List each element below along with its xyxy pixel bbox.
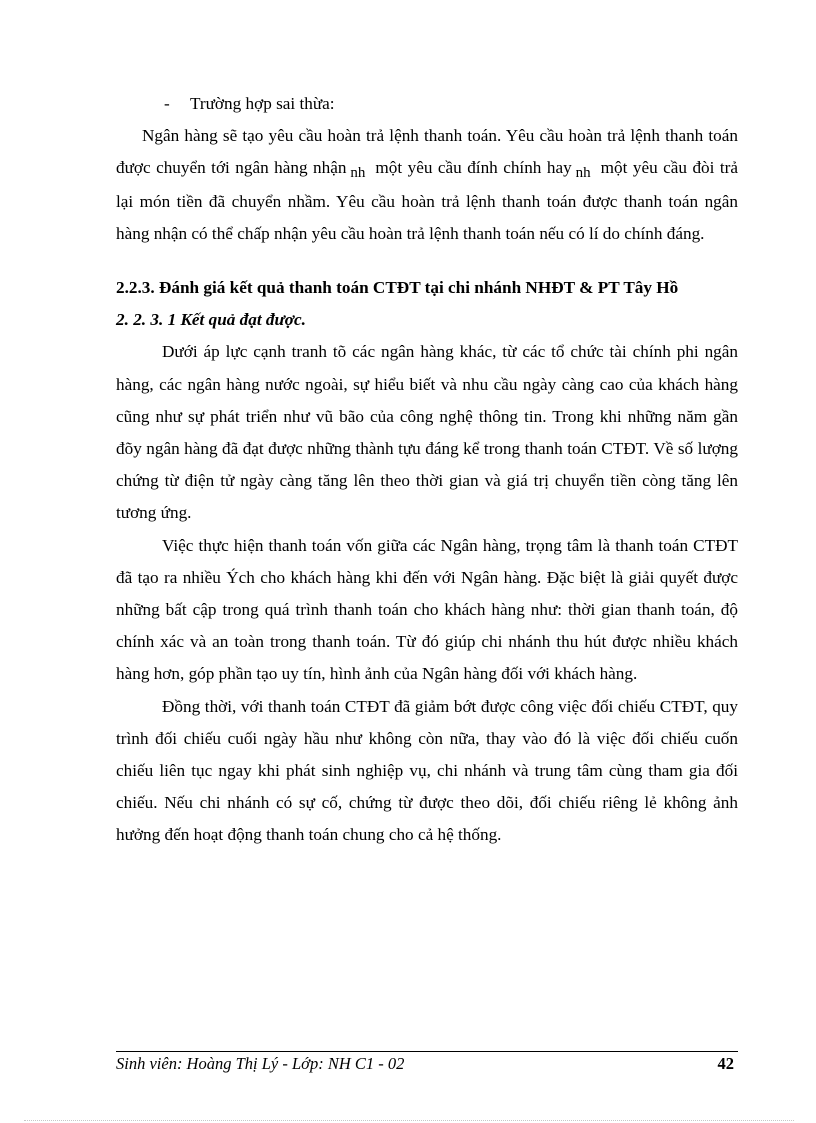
paragraph-interbank-payment: Việc thực hiện thanh toán vốn giữa các Ngân hàng, trọng tâm là thanh toán CTĐT đã tạo ra nhiều Ých cho khách hàng khi đến với Ngân hàng. Đặc biệt là giải quyết được những bất cập trong quá trình thanh toán cho khách hàng như: thời gian thanh toán, độ chính xác và an toàn trong thanh toán. Từ đó giúp chi nhánh thu hút được nhiều khách hàng hơn, góp phần tạo uy tín, hình ảnh của Ngân hàng đối với khách hàng. <box>116 535 738 684</box>
paragraph-text: một yêu cầu đính chính hay <box>375 158 572 178</box>
footer-student-info: Sinh viên: Hoàng Thị Lý - Lớp: NH C1 - 02 <box>116 1054 405 1073</box>
bullet-text: Trường hợp sai thừa: <box>190 94 335 113</box>
subsection-heading: 2. 2. 3. 1 Kết quả đạt được. <box>116 310 306 330</box>
paragraph-text: Ngân hàng sẽ tạo yêu cầu hoàn trả lệnh thanh toán. Yêu cầu hoàn trả lệnh thanh toán được chuyển tới ngân hàng nhận <box>116 126 738 178</box>
page-body <box>116 88 738 852</box>
paragraph-competition: Dưới áp lực cạnh tranh tõ các ngân hàng khác, từ các tổ chức tài chính phi ngân hàng, các ngân hàng nước ngoài, sự hiểu biết và nhu cầu ngày càng cao của khách hàng cũng như sự phát triển như vũ bão của công nghệ thông tin. Trong khi những năm gần đõy ngân hàng đã đạt được những thành tựu đáng kể trong thanh toán CTĐT. Về số lượng chứng từ điện tử ngày càng tăng lên theo thời gian và giá trị chuyển tiền còng tăng lên tương ứng. <box>116 342 738 523</box>
subscript-fragment: nh <box>350 165 366 182</box>
spacer <box>116 250 738 272</box>
subscript-fragment: nh <box>575 165 591 182</box>
page-edge-divider <box>24 1120 794 1121</box>
paragraph-refund-request <box>116 120 738 250</box>
page-number: 42 <box>717 1054 734 1073</box>
section-heading: 2.2.3. Đánh giá kết quả thanh toán CTĐT tại chi nhánh NHĐT & PT Tây Hồ <box>116 278 679 298</box>
paragraph-reconciliation: Đồng thời, với thanh toán CTĐT đã giảm bớt được công việc đối chiếu CTĐT, quy trình đối chiếu cuối ngày hầu như không còn nữa, thay vào đó là việc đối chiếu cuốn chiếu liên tục ngay khi phát sinh nghiệp vụ, chi nhánh và trung tâm cùng tham gia đối chiếu. Nếu chi nhánh có sự cố, chứng từ được theo dõi, đối chiếu riêng lẻ không ảnh hưởng đến hoạt động thanh toán chung cho cả hệ thống. <box>116 696 738 845</box>
paragraph-text: một yêu cầu đòi trả lại món tiền đã chuyển nhầm. Yêu cầu hoàn trả lệnh thanh toán được thanh toán ngân hàng nhận có thể chấp nhận yêu cầu hoàn trả lệnh thanh toán nếu có lí do chính đáng. <box>116 158 738 243</box>
bullet-item <box>116 88 738 120</box>
bullet-mark: - <box>164 94 170 113</box>
footer-divider <box>116 1051 738 1052</box>
